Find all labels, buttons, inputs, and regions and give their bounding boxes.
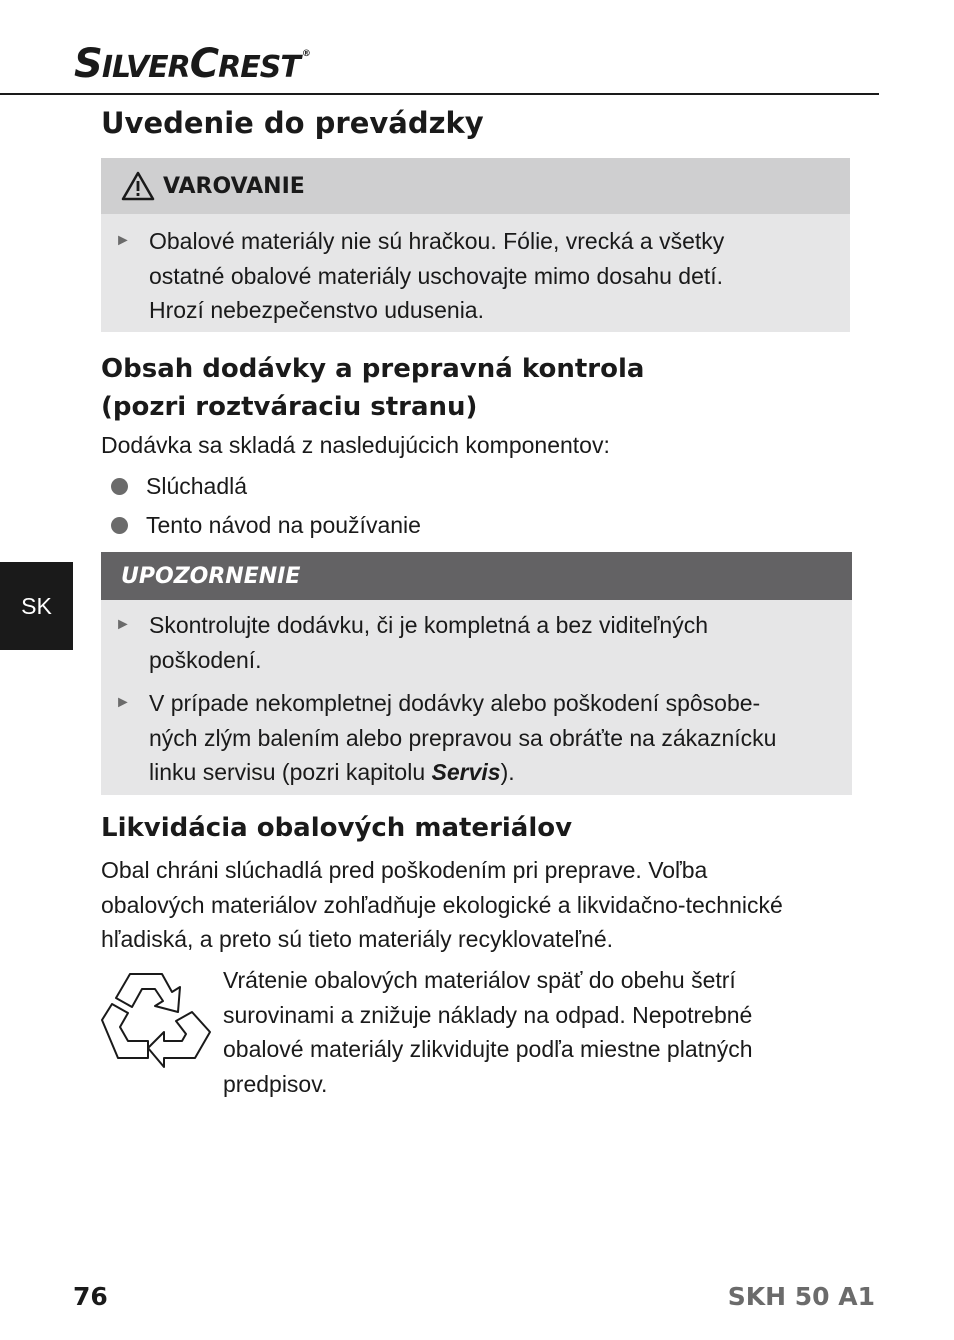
arrow-bullet-icon: ► [115, 694, 131, 711]
note-item: ► Skontrolujte dodávku, či je kompletná a bez viditeľných poškodení. [115, 608, 819, 677]
page-number: 76 [73, 1282, 108, 1311]
disposal-paragraph: Obal chráni slúchadlá pred poškodením pri preprave. Voľba obalových materiálov zohľadňuje ekologické a likvidačno-technické hľadiská, a preto sú tieto materiály recyklovateľné. [101, 857, 783, 952]
chapter-reference: Servis [431, 759, 501, 785]
bullet-dot-icon [111, 478, 128, 495]
language-tab: SK [0, 562, 73, 650]
recycle-paragraph: Vrátenie obalových materiálov späť do obehu šetrí surovinami a znižuje náklady na odpad. Nepotrebné obalové materiály zlikvidujte podľa miestne platných predpisov. [223, 967, 753, 1097]
list-item: Tento návod na používanie [111, 508, 421, 542]
note-title: UPOZORNENIE [121, 563, 301, 589]
section-title-disposal: Likvidácia obalových materiálov [101, 813, 573, 843]
bullet-dot-icon [111, 517, 128, 534]
warning-title: VAROVANIE [163, 173, 305, 199]
arrow-bullet-icon: ► [115, 232, 131, 249]
note-item: ► V prípade nekompletnej dodávky alebo poškodení spôsobe- ných zlým balením alebo prepravou sa obráťte na zákaznícku linku servisu (pozri kapitolu Servis). [115, 686, 819, 790]
warning-item: ► Obalové materiály nie sú hračkou. Fólie, vrecká a všetky ostatné obalové materiály uschovajte mimo dosahu detí. Hrozí nebezpečenstvo udusenia. [115, 224, 819, 328]
brand-logo: SILVERCREST ® [74, 41, 310, 87]
section-title-contents: Obsah dodávky a prepravná kontrola (pozri roztváraciu stranu) [101, 354, 645, 422]
warning-triangle-icon [121, 171, 155, 201]
recycle-icon [100, 970, 212, 1078]
list-item: Slúchadlá [111, 469, 247, 503]
section-title-start: Uvedenie do prevádzky [101, 106, 484, 140]
warning-box [101, 158, 850, 332]
arrow-bullet-icon: ► [115, 616, 131, 633]
note-header [101, 552, 852, 600]
warning-header [101, 158, 850, 214]
header-rule [0, 93, 879, 95]
contents-intro: Dodávka sa skladá z nasledujúcich komponentov: [101, 432, 610, 458]
model-number: SKH 50 A1 [727, 1282, 875, 1311]
note-box [101, 552, 852, 795]
